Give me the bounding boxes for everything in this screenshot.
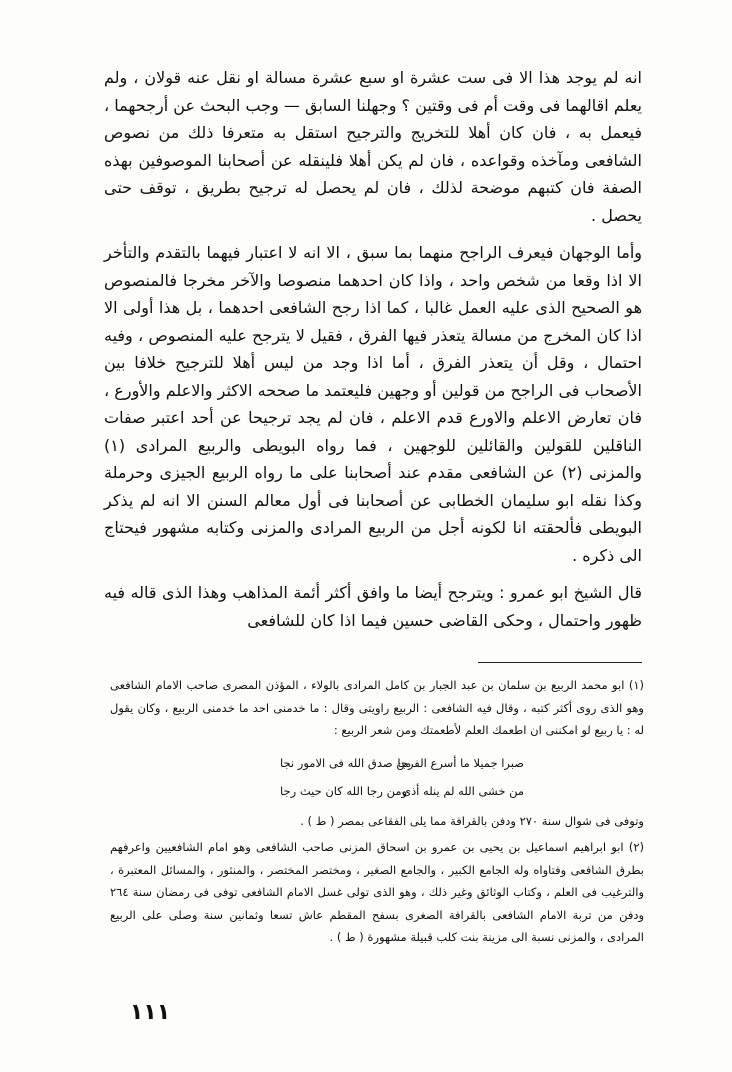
paragraph: انه لم يوجد هذا الا فى ست عشرة او سبع عشرة مسالة او نقل عنه قولان ، ولم يعلم اقالهما فى وقت أم فى وقتين ؟ وجهلنا السابق — وجب البحث عن أرجحهما ، فيعمل به ، فان كان أهلا للتخريج والترجيح استقل به متعرفا ذلك من نصوص الشافعى ومآخذه وقواعده ، فان لم يكن أهلا فلينقله عن أصحابنا الموصوفين بهذه الصفة فان كتبهم موضحة لذلك ، فان لم يحصل له ترجيح بطريق ، توقف حتى يحصل .: [104, 68, 642, 225]
footnote-1-end: وتوفى فى شوال سنة ٢٧٠ ودفن بالقرافة مما يلى الفقاعى بمصر ( ط ) .: [300, 813, 644, 828]
verse-block: [110, 750, 644, 804]
paragraph: وأما الوجهان فيعرف الراجح منهما بما سبق ، الا انه لا اعتبار فيهما بالتقدم والتأخر الا اذا وقعا من شخص واحد ، واذا كان احدهما منصوصا والآخر مخرجا فالمنصوص هو الصحيح الذى عليه العمل غالبا ، كما اذا رجح الشافعى احدهما ، بل هذا أولى الا اذا كان المخرج من مسالة يتعذر فيها الفرق ، فقيل لا يترجح عليه المنصوص ، وفيه احتمال ، وقل أن يتعذر الفرق ، أما اذا وجد من ليس أهلا للترجيح خلافا بين الأصحاب فى الراجح من قولين أو وجهين فليعتمد ما صححه الاكثر والاعلم والأورع ، فان تعارض الاعلم والاورع قدم الاعلم ، فان لم يجد ترجيحا عن أحد اعتبر صفات الناقلين للقولين والقائلين للوجهين ، فما رواه البويطى والربيع المرادى (١) والمزنى (٢) عن الشافعى مقدم عند أصحابنا على ما رواه الربيع الجيزى وحرملة وكذا نقله ابو سليمان الخطابى عن أصحابنا فى أول معالم السنن الا انه لم يذكر البويطى فألحقته انا لكونه أجل من الربيع المرادى والمزنى وكتابه مشهور فيحتاج الى ذكره .: [104, 243, 642, 565]
paragraph: قال الشيخ ابو عمرو : ويترجح أيضا ما وافق أكثر أئمة المذاهب وهذا الذى قاله فيه ظهور واحتمال ، وحكى القاضى حسين فيما اذا كان للشافعى: [104, 583, 642, 630]
verse-line: [280, 780, 524, 802]
verse-line: [280, 752, 524, 774]
footnote-divider: [478, 662, 642, 663]
footnotes-block: [110, 674, 644, 949]
verse-hemistich: من خشى الله لم ينله أذى: [402, 783, 524, 798]
verse-hemistich: من صدق الله فى الامور نجا: [280, 755, 412, 770]
page-number: ١١١: [129, 1000, 171, 1025]
footnote-2: (٢) ابو ابراهيم اسماعيل بن يحيى بن عمرو بن اسحاق المزنى صاحب الشافعى وهو امام الشافعيين واعرفهم بطرق الشافعى وفتاواه وله الجامع الكبير ، والجامع الصغير ، ومختصر المختصر ، والمنثور ، والمسائل المعتبرة ، والترغيب فى العلم ، وكتاب الوثائق وغير ذلك ، وهو الذى تولى غسل الامام الشافعى توفى فى رمضان سنة ٢٦٤ ودفن من تربة الامام الشافعى بالقرافة الصغرى بسفح المقطم عاش تسعا وثمانين سنة وصلى على الربيع المرادى ، والمزنى نسبة الى مزينة بنت كلب قبيلة مشهورة ( ط ) .: [110, 840, 644, 944]
footnote-1: (١) ابو محمد الربيع بن سلمان بن عبد الجبار بن كامل المرادى بالولاء ، المؤذن المصرى صاحب الامام الشافعى وهو الذى روى أكثر كتبه ، وقال فيه الشافعى : الربيع راويتى وقال : ما خدمنى احد ما خدمنى الربيع ، وكان يقول له : يا ربيع لو امكننى ان اطعمك العلم لأطعمتك ومن شعر الربيع :: [110, 678, 644, 737]
main-text-block: [104, 64, 642, 634]
verse-hemistich: صبرا جميلا ما أسرع الفرجا: [397, 755, 524, 770]
verse-hemistich: ومن رجا الله كان حيث رجا: [280, 783, 408, 798]
